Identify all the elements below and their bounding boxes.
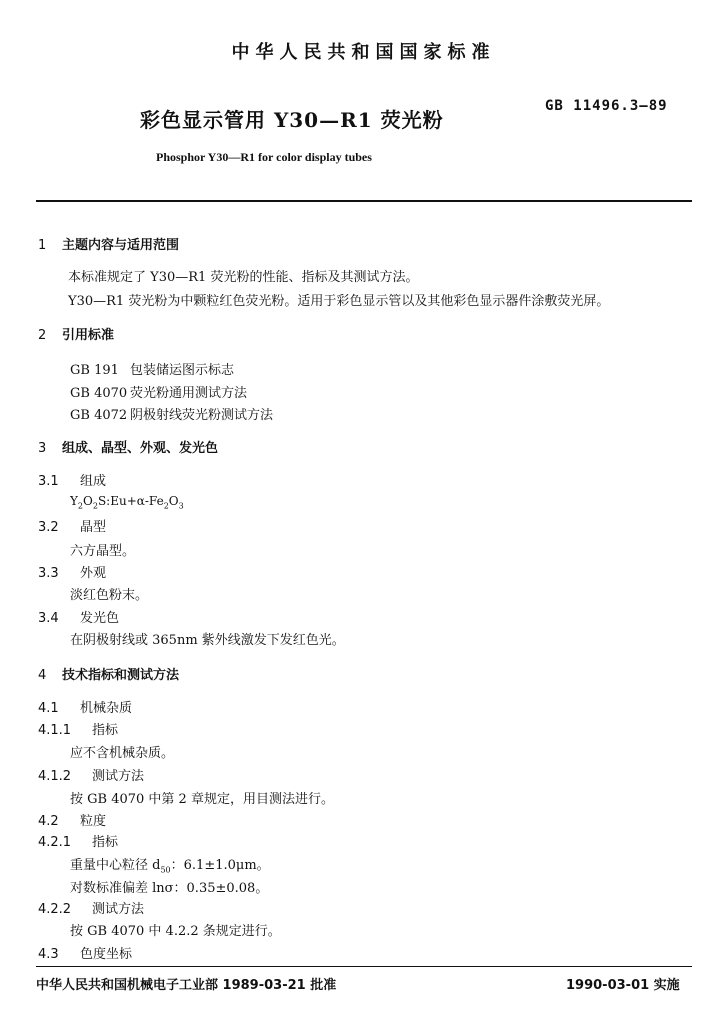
section-number: 1 [38, 238, 47, 253]
subsection-number: 4.2 [38, 814, 59, 829]
paragraph: Y30—R1 荧光粉为中颗粒红色荧光粉。适用于彩色显示管以及其他彩色显示器件涂敷荧光屏。 [68, 294, 610, 309]
paragraph: 应不含机械杂质。 [70, 746, 175, 761]
subsection-title: 指标 [92, 835, 119, 850]
section-2-heading [38, 324, 114, 343]
subsection-number: 4.1.1 [38, 723, 72, 738]
subsection-4-2 [38, 810, 106, 829]
subsection-4-3 [38, 943, 132, 962]
subsection-title: 组成 [80, 474, 107, 489]
subsection-number: 3.3 [38, 566, 59, 581]
paragraph: 六方晶型。 [70, 544, 136, 559]
subsection-number: 3.1 [38, 474, 59, 489]
approval-line: 中华人民共和国机械电子工业部 1989-03-21 批准 [36, 978, 337, 993]
reference-code: GB 191 [70, 363, 119, 378]
paragraph: 淡红色粉末。 [70, 588, 149, 603]
section-title: 引用标准 [62, 328, 115, 343]
section-number: 4 [38, 668, 47, 683]
paragraph: 重量中心粒径 $d_{50}$：6.1±1.0μm。 [70, 858, 270, 875]
paragraph: 对数标准偏差 lnσ：0.35±0.08。 [70, 881, 269, 896]
subsection-number: 3.2 [38, 520, 59, 535]
paragraph: 本标准规定了 Y30—R1 荧光粉的性能、指标及其测试方法。 [68, 270, 419, 285]
standard-header: 中华人民共和国国家标准 [231, 42, 496, 63]
standard-number: GB 11496.3—89 [545, 98, 668, 114]
section-1-heading [38, 234, 179, 253]
subsection-3-4 [38, 607, 119, 626]
section-4-heading [38, 664, 179, 683]
subsection-4-2-1 [38, 831, 118, 850]
subsection-4-2-2 [38, 898, 144, 917]
subsection-number: 4.1 [38, 701, 59, 716]
subsection-title: 外观 [80, 566, 107, 581]
subsection-3-1 [38, 470, 106, 489]
paragraph: 在阴极射线或 365nm 紫外线激发下发红色光。 [70, 633, 345, 648]
footer-rule [36, 966, 692, 967]
english-title: Phosphor Y30—R1 for color display tubes [156, 150, 372, 164]
subsection-title: 测试方法 [92, 902, 145, 917]
paragraph: 按 GB 4070 中第 2 章规定，用目测法进行。 [70, 792, 334, 807]
subsection-3-3 [38, 562, 106, 581]
reference-code: GB 4070 [70, 386, 128, 401]
document-title: 彩色显示管用 Y30—R1 荧光粉 [140, 108, 444, 132]
subsection-number: 4.2.2 [38, 902, 72, 917]
reference-code: GB 4072 [70, 408, 128, 423]
subsection-number: 4.2.1 [38, 835, 72, 850]
reference-title: 包装储运图示标志 [130, 363, 235, 378]
subsection-title: 指标 [92, 723, 119, 738]
subsection-title: 色度坐标 [80, 947, 133, 962]
subsection-title: 发光色 [80, 611, 120, 626]
subsection-3-2 [38, 516, 106, 535]
reference-title: 阴极射线荧光粉测试方法 [130, 408, 274, 423]
reference-item [70, 404, 273, 423]
top-rule [36, 200, 692, 202]
subsection-number: 4.1.2 [38, 769, 72, 784]
chemical-formula: $Y_2O_2S:Eu+\alpha-Fe_2O_3$ [70, 494, 184, 511]
subsection-4-1 [38, 697, 132, 716]
section-title: 技术指标和测试方法 [62, 668, 180, 683]
reference-item [70, 382, 247, 401]
subsection-title: 机械杂质 [80, 701, 133, 716]
effective-date: 1990-03-01 实施 [566, 978, 680, 993]
subsection-title: 晶型 [80, 520, 107, 535]
section-title: 组成、晶型、外观、发光色 [62, 441, 219, 456]
subsection-4-1-2 [38, 765, 144, 784]
paragraph: 按 GB 4070 中 4.2.2 条规定进行。 [70, 924, 281, 939]
section-3-heading [38, 437, 218, 456]
section-number: 2 [38, 328, 47, 343]
subsection-number: 3.4 [38, 611, 59, 626]
section-number: 3 [38, 441, 47, 456]
reference-item [70, 359, 234, 378]
reference-title: 荧光粉通用测试方法 [130, 386, 248, 401]
subsection-number: 4.3 [38, 947, 59, 962]
subsection-title: 粒度 [80, 814, 107, 829]
subsection-title: 测试方法 [92, 769, 145, 784]
subsection-4-1-1 [38, 719, 118, 738]
section-title: 主题内容与适用范围 [62, 238, 180, 253]
